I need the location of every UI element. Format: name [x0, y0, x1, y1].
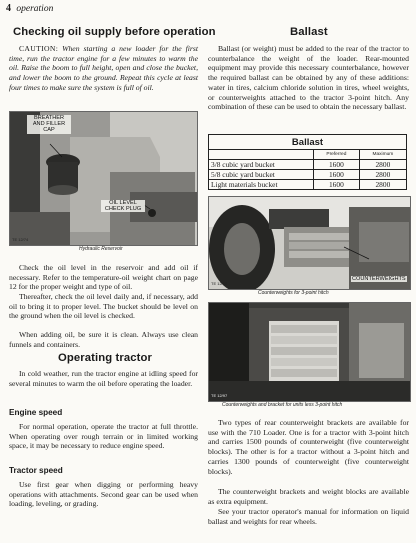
- page-header: [6, 3, 53, 14]
- heading-operating-tractor: Operating tractor: [58, 352, 152, 364]
- subheading-tractor-speed: Tractor speed: [9, 466, 63, 475]
- paragraph-cold-weather: In cold weather, run the tractor engine at idling speed for several minutes to warm the oil before operating the loader.: [9, 369, 198, 388]
- ballast-table: [208, 134, 407, 190]
- row-label: 5/8 cubic yard bucket: [209, 170, 314, 180]
- oil-level-check-plug-label: OIL LEVEL CHECK PLUG: [101, 200, 145, 212]
- paragraph-tractor-speed: Use first gear when digging or performing heavy operations with attachments. Second gear can be used when loading, leveling, or grading.: [9, 480, 198, 509]
- table-row: [209, 170, 407, 180]
- page-number: 4: [6, 3, 11, 14]
- heading-checking-oil: Checking oil supply before operation: [13, 26, 216, 38]
- paragraph-clean-oil: When adding oil, be sure it is clean. Always use clean funnels and containers.: [9, 330, 198, 349]
- row-preferred: 1600: [314, 180, 360, 190]
- row-preferred: 1600: [314, 160, 360, 170]
- paragraph-check-oil: Check the oil level in the reservoir and add oil if necessary. Refer to the temperature-oil weight chart on page 12 for the proper weight and type of oil.: [9, 263, 198, 292]
- table-row: [209, 180, 407, 190]
- section-name: operation: [16, 4, 54, 14]
- ballast-table-blank-header: [209, 150, 314, 160]
- figure-caption-counterweights: Counterweights for 3-point hitch: [258, 290, 329, 296]
- subheading-engine-speed: Engine speed: [9, 408, 63, 417]
- paragraph-bracket-types: Two types of rear counterweight brackets are available for use with the 710 Loader. One is for a tractor with 3-point hitch and carries 1500 pounds of counterweight (five counterweight blocks). The other is for a tractor without a 3-point hitch and carries 1300 pounds of counterweight (five counterweight blocks).: [208, 418, 409, 476]
- paragraph-ballast: Ballast (or weight) must be added to the rear of the tractor to counterbalance the weight of the loader. Rear-mounted equipment may provide this necessary counterbalance, however the required ballast can be obtained by any of these additions: water in tires, calcium chloride solution in tires, wheel weights, or counterweights attached to the tractor 3-point hitch. Any combination of these can be used to obtain the necessary ballast.: [208, 44, 409, 112]
- breather-filler-cap-label: BREATHER AND FILLER CAP: [27, 115, 71, 134]
- hydraulic-reservoir-photo: [9, 111, 198, 246]
- caution-paragraph: [9, 44, 198, 93]
- figure-caption-reservoir: Hydraulic Reservoir: [79, 246, 123, 252]
- heading-ballast: Ballast: [290, 26, 328, 38]
- ballast-table-preferred-header: Preferred: [314, 150, 360, 160]
- figure-number: TE 12/74: [12, 237, 29, 242]
- counterweights-label: COUNTERWEIGHTS: [352, 276, 406, 282]
- caution-body: When starting a new loader for the first time, run the tractor engine for a few minutes to warm the oil. Raise the boom to full height, open and close the bucket, and lower the boom to the ground. Repeat this cycle at least four times to make sure the system is full of oil.: [9, 44, 198, 92]
- paragraph-engine-speed: For normal operation, operate the tractor at full throttle. When operating over rough terrain or in limited working space, it may be necessary to reduce engine speed.: [9, 422, 198, 451]
- figure-number: TE 12/97: [211, 393, 228, 398]
- ballast-table-title: Ballast: [209, 135, 407, 150]
- figure-caption-bracket: Counterweights and bracket for units less 3-point hitch: [222, 402, 343, 408]
- paragraph-daily-check: Thereafter, check the oil level daily and, if necessary, add oil to bring it to proper level. The bucket should be level on the ground when the oil level is checked.: [9, 292, 198, 321]
- row-maximum: 2800: [359, 170, 406, 180]
- caution-lead: CAUTION:: [19, 44, 59, 53]
- row-label: 3/8 cubic yard bucket: [209, 160, 314, 170]
- counterweights-bracket-photo: [208, 302, 411, 402]
- row-maximum: 2800: [359, 160, 406, 170]
- bracket-illustration: [209, 303, 410, 401]
- figure-number: TE 12/96: [211, 281, 228, 286]
- table-row: [209, 160, 407, 170]
- paragraph-operators-manual: See your tractor operator's manual for information on liquid ballast and weights for rear wheels.: [208, 507, 409, 526]
- counterweights-3-point-hitch-photo: [208, 196, 411, 290]
- paragraph-extra-equipment: The counterweight brackets and weight blocks are available as extra equipment.: [208, 487, 409, 506]
- row-label: Light materials bucket: [209, 180, 314, 190]
- row-preferred: 1600: [314, 170, 360, 180]
- ballast-table-maximum-header: Maximum: [359, 150, 406, 160]
- row-maximum: 2800: [359, 180, 406, 190]
